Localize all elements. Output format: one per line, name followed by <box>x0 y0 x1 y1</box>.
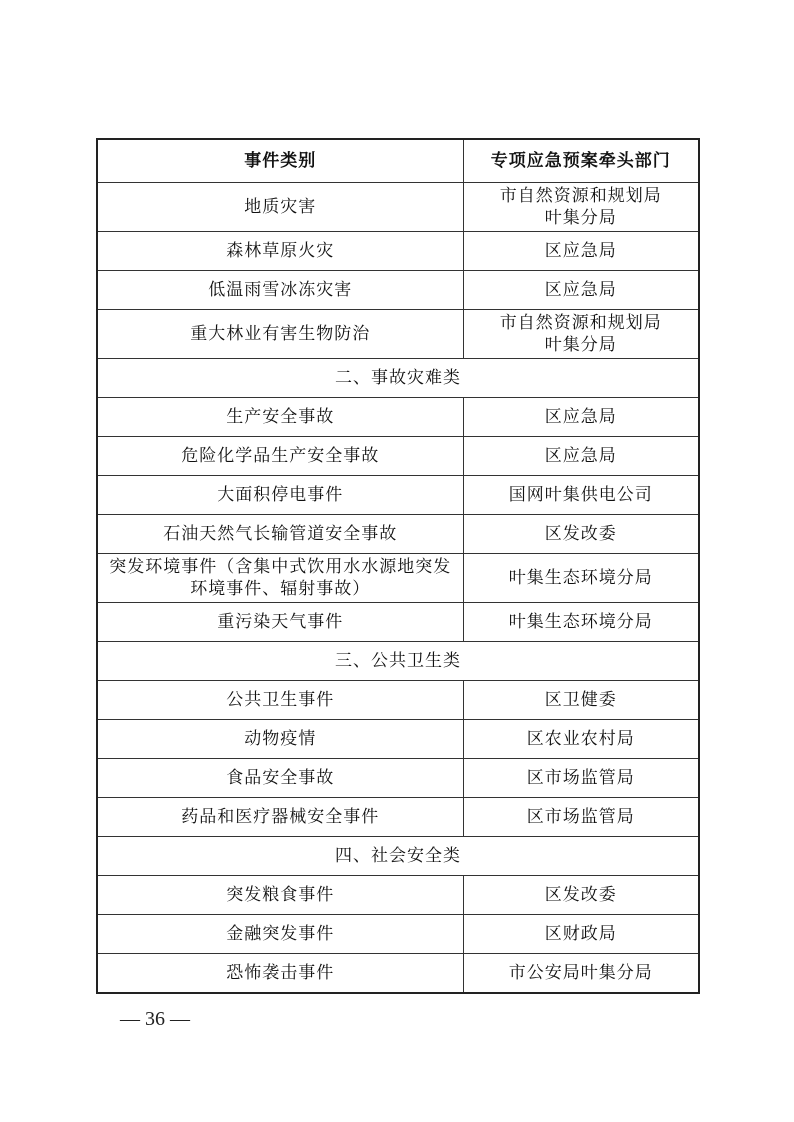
section-title: 三、公共卫生类 <box>97 642 699 681</box>
lead-department-cell <box>463 681 699 720</box>
event-category-text: 重大林业有害生物防治 <box>190 324 371 344</box>
table-row <box>97 271 699 310</box>
table-row <box>97 398 699 437</box>
lead-department-line: 区财政局 <box>544 924 617 944</box>
event-category-text: 突发粮食事件 <box>226 885 335 905</box>
table-row <box>97 759 699 798</box>
lead-department-line: 市公安局叶集分局 <box>508 963 653 983</box>
event-category-text: 地质灾害 <box>244 197 317 217</box>
event-category-cell <box>97 232 463 271</box>
lead-department-cell <box>463 232 699 271</box>
event-category-text: 药品和医疗器械安全事件 <box>181 807 380 827</box>
lead-department-line: 区应急局 <box>544 446 617 466</box>
lead-department-line: 区应急局 <box>544 241 617 261</box>
lead-department-line: 市自然资源和规划局 <box>499 313 662 333</box>
lead-department-cell <box>463 515 699 554</box>
lead-department-cell <box>463 437 699 476</box>
event-category-text: 低温雨雪冰冻灾害 <box>208 280 353 300</box>
event-category-cell <box>97 603 463 642</box>
event-category-text: 森林草原火灾 <box>226 241 335 261</box>
lead-department-line: 市自然资源和规划局 <box>499 186 662 206</box>
table-row <box>97 515 699 554</box>
lead-department-cell <box>463 398 699 437</box>
table-row <box>97 310 699 359</box>
event-category-cell <box>97 515 463 554</box>
lead-department-cell <box>463 271 699 310</box>
page-number: — 36 — <box>120 1008 190 1030</box>
section-header-row <box>97 642 699 681</box>
event-category-cell <box>97 954 463 994</box>
table-row <box>97 798 699 837</box>
lead-department-cell <box>463 476 699 515</box>
lead-department-line: 叶集生态环境分局 <box>508 612 653 632</box>
emergency-plan-table <box>96 138 700 994</box>
event-category-cell <box>97 876 463 915</box>
table-row <box>97 554 699 603</box>
event-category-cell <box>97 310 463 359</box>
table-row <box>97 915 699 954</box>
event-category-line: 突发环境事件（含集中式饮用水水源地突发 <box>109 557 452 577</box>
event-category-cell <box>97 398 463 437</box>
table-row <box>97 603 699 642</box>
lead-department-line: 叶集分局 <box>544 335 617 355</box>
table-body <box>97 183 699 994</box>
lead-department-cell <box>463 310 699 359</box>
section-title: 四、社会安全类 <box>97 837 699 876</box>
lead-department-line: 区发改委 <box>544 885 617 905</box>
lead-department-cell <box>463 603 699 642</box>
lead-department-cell <box>463 554 699 603</box>
table-row <box>97 232 699 271</box>
event-category-text: 生产安全事故 <box>226 407 335 427</box>
lead-department-cell <box>463 954 699 994</box>
event-category-text: 危险化学品生产安全事故 <box>181 446 380 466</box>
event-category-cell <box>97 798 463 837</box>
event-category-cell <box>97 915 463 954</box>
section-header-row <box>97 359 699 398</box>
lead-department-line: 区应急局 <box>544 280 617 300</box>
lead-department-cell <box>463 876 699 915</box>
lead-department-line: 区市场监管局 <box>526 807 635 827</box>
event-category-cell <box>97 759 463 798</box>
event-category-cell <box>97 476 463 515</box>
table-row <box>97 954 699 994</box>
lead-department-line: 区卫健委 <box>544 690 617 710</box>
lead-department-line: 区发改委 <box>544 524 617 544</box>
table-row <box>97 437 699 476</box>
lead-department-line: 区应急局 <box>544 407 617 427</box>
event-category-cell <box>97 720 463 759</box>
event-category-text: 金融突发事件 <box>226 924 335 944</box>
lead-department-cell <box>463 720 699 759</box>
event-category-text: 动物疫情 <box>244 729 317 749</box>
section-title: 二、事故灾难类 <box>97 359 699 398</box>
header-lead-department: 专项应急预案牵头部门 <box>463 139 699 183</box>
event-category-text: 公共卫生事件 <box>226 690 335 710</box>
lead-department-line: 区市场监管局 <box>526 768 635 788</box>
lead-department-line: 国网叶集供电公司 <box>508 485 653 505</box>
lead-department-line: 叶集生态环境分局 <box>508 568 653 588</box>
lead-department-cell <box>463 759 699 798</box>
event-category-line: 环境事件、辐射事故） <box>190 579 371 599</box>
event-category-cell <box>97 681 463 720</box>
table-row <box>97 681 699 720</box>
header-event-category: 事件类别 <box>97 139 463 183</box>
event-category-text: 大面积停电事件 <box>217 485 344 505</box>
event-category-text: 食品安全事故 <box>226 768 335 788</box>
lead-department-line: 区农业农村局 <box>526 729 635 749</box>
event-category-cell <box>97 554 463 603</box>
table-row <box>97 476 699 515</box>
lead-department-cell <box>463 798 699 837</box>
table-header-row <box>97 139 699 183</box>
section-header-row <box>97 837 699 876</box>
event-category-text: 石油天然气长输管道安全事故 <box>163 524 398 544</box>
event-category-cell <box>97 437 463 476</box>
table-row <box>97 720 699 759</box>
table-row <box>97 876 699 915</box>
lead-department-line: 叶集分局 <box>544 208 617 228</box>
table-row <box>97 183 699 232</box>
lead-department-cell <box>463 915 699 954</box>
event-category-cell <box>97 183 463 232</box>
event-category-text: 重污染天气事件 <box>217 612 344 632</box>
event-category-cell <box>97 271 463 310</box>
lead-department-cell <box>463 183 699 232</box>
event-category-text: 恐怖袭击事件 <box>226 963 335 983</box>
